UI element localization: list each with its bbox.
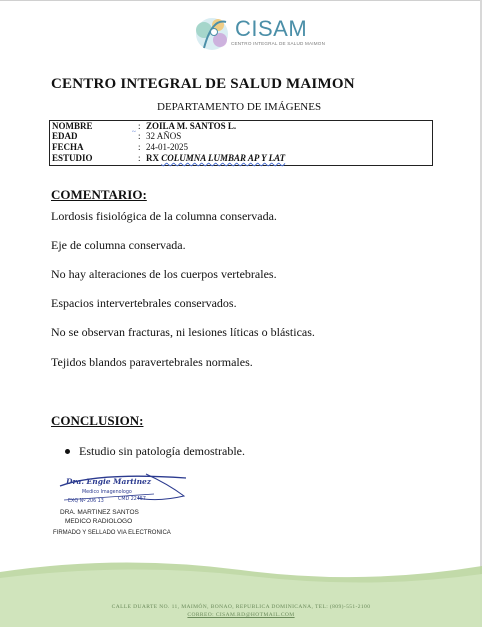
info-value: 32 AÑOS bbox=[146, 131, 182, 141]
comment-line: Espacios intervertebrales conservados. bbox=[51, 296, 237, 310]
comment-line: No se observan fracturas, ni lesiones líticas o blásticas. bbox=[51, 325, 315, 339]
stamp-exeq: EXQ Nº 206 13 bbox=[68, 499, 104, 504]
comment-line: Tejidos blandos paravertebrales normales. bbox=[51, 355, 253, 369]
info-colon: : bbox=[138, 121, 141, 131]
spellcheck-mark: ~ bbox=[132, 128, 136, 136]
top-border bbox=[0, 0, 482, 1]
logo-name: CISAM bbox=[235, 16, 308, 41]
info-label: FECHA bbox=[52, 142, 84, 152]
comment-line: Lordosis fisiológica de la columna conservada. bbox=[51, 209, 277, 223]
stamp-role: Medico Imagenologo bbox=[82, 490, 132, 495]
signer-name: DRA. MARTINEZ SANTOS bbox=[60, 509, 139, 516]
patient-info-box bbox=[49, 120, 433, 166]
signer-role: MEDICO RADIOLOGO bbox=[65, 518, 133, 525]
info-value: 24-01-2025 bbox=[146, 142, 188, 152]
info-colon: : bbox=[138, 131, 141, 141]
info-colon: : bbox=[138, 153, 141, 163]
comment-line: Eje de columna conservada. bbox=[51, 238, 186, 252]
info-value bbox=[146, 153, 285, 164]
document-title: CENTRO INTEGRAL DE SALUD MAIMON bbox=[51, 76, 355, 92]
info-colon: : bbox=[138, 142, 141, 152]
info-label: EDAD bbox=[52, 131, 78, 141]
comment-title: COMENTARIO: bbox=[51, 187, 147, 202]
comment-line: No hay alteraciones de los cuerpos vertebrales. bbox=[51, 267, 277, 281]
conclusion-title: CONCLUSION: bbox=[51, 413, 144, 428]
study-name: COLUMNA LUMBAR AP Y LAT bbox=[161, 153, 286, 163]
info-label: NOMBRE bbox=[52, 121, 93, 131]
info-label: ESTUDIO bbox=[52, 153, 93, 163]
bullet-icon bbox=[65, 449, 70, 454]
study-prefix: RX bbox=[146, 153, 162, 163]
stamp-name: Dra. Engie Martinez bbox=[66, 477, 152, 486]
footer-email[interactable]: CORREO: CISAM.RD@HOTMAIL.COM bbox=[187, 612, 295, 618]
stamp-cmd: CMD 22457 bbox=[118, 497, 146, 502]
signature-note: FIRMADO Y SELLADO VIA ELECTRONICA bbox=[53, 530, 171, 536]
footer-address: CALLE DUARTE NO. 11, MAIMÓN, BONAO, REPUBLICA DOMINICANA, TEL: (809)-551-2100 bbox=[111, 604, 371, 610]
info-value: ZOILA M. SANTOS L. bbox=[146, 121, 237, 131]
logo-subtitle: CENTRO INTEGRAL DE SALUD MAIMON bbox=[231, 41, 326, 46]
department-name: DEPARTAMENTO DE IMÁGENES bbox=[157, 101, 322, 113]
conclusion-item: Estudio sin patología demostrable. bbox=[79, 444, 245, 458]
signature-stamp bbox=[58, 468, 190, 508]
